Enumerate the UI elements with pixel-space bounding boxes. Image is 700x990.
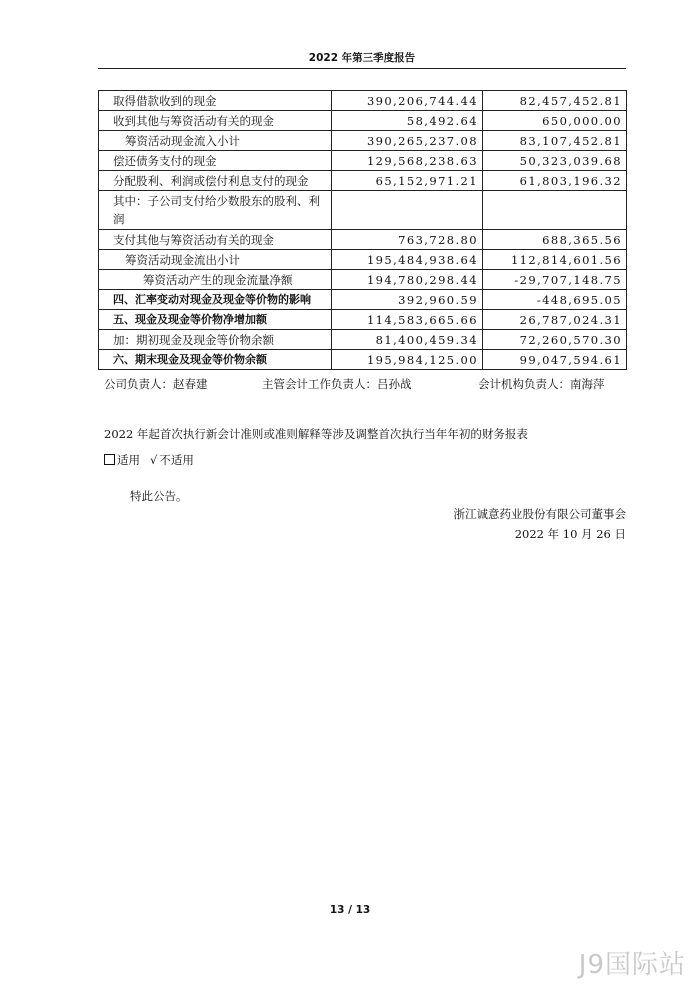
- table-row: [99, 191, 627, 230]
- table-row: [99, 131, 627, 151]
- row-label: 其中：子公司支付给少数股东的股利、利润: [99, 191, 332, 230]
- previous-period-value: 61,803,196.32: [483, 171, 627, 191]
- row-label: 支付其他与筹资活动有关的现金: [99, 230, 332, 250]
- table-row: [99, 270, 627, 290]
- table-row: [99, 330, 627, 350]
- row-label: 分配股利、利润或偿付利息支付的现金: [99, 171, 332, 191]
- current-period-value: 195,484,938.64: [332, 250, 483, 270]
- table-row: [99, 151, 627, 171]
- accounting-org-head-signature: 会计机构负责人：南海萍: [478, 377, 605, 391]
- announcement-text: 特此公告。: [130, 489, 188, 503]
- previous-period-value: 83,107,452.81: [483, 131, 627, 151]
- previous-period-value: 650,000.00: [483, 111, 627, 131]
- table-row: [99, 310, 627, 330]
- current-period-value: 129,568,238.63: [332, 151, 483, 171]
- current-period-value: 392,960.59: [332, 290, 483, 310]
- cash-flow-table: [98, 90, 627, 370]
- current-period-value: 763,728.80: [332, 230, 483, 250]
- board-name: 浙江诚意药业股份有限公司董事会: [453, 507, 626, 521]
- current-period-value: [332, 191, 483, 230]
- previous-period-value: [483, 191, 627, 230]
- notice-text: 2022 年起首次执行新会计准则或准则解释等涉及调整首次执行当年年初的财务报表: [104, 427, 528, 441]
- current-period-value: 81,400,459.34: [332, 330, 483, 350]
- company-head-signature: 公司负责人：赵春建: [104, 377, 208, 391]
- current-period-value: 194,780,298.44: [332, 270, 483, 290]
- current-period-value: 114,583,665.66: [332, 310, 483, 330]
- applicable-label: 适用: [117, 453, 140, 467]
- row-label: 加：期初现金及现金等价物余额: [99, 330, 332, 350]
- table-row: [99, 290, 627, 310]
- row-label: 取得借款收到的现金: [99, 91, 332, 111]
- announcement-date: 2022 年 10 月 26 日: [514, 527, 626, 541]
- current-period-value: 390,265,237.08: [332, 131, 483, 151]
- cash-flow-table-body: [99, 91, 627, 370]
- check-mark-icon: √: [150, 453, 158, 467]
- row-label: 四、汇率变动对现金及现金等价物的影响: [99, 290, 332, 310]
- row-label: 筹资活动现金流出小计: [99, 250, 332, 270]
- previous-period-value: 112,814,601.56: [483, 250, 627, 270]
- current-period-value: 58,492.64: [332, 111, 483, 131]
- not-applicable-label: 不适用: [159, 453, 194, 467]
- report-title: 2022 年第三季度报告: [308, 52, 416, 64]
- current-period-value: 390,206,744.44: [332, 91, 483, 111]
- previous-period-value: 26,787,024.31: [483, 310, 627, 330]
- table-row: [99, 250, 627, 270]
- previous-period-value: 72,260,570.30: [483, 330, 627, 350]
- row-label: 五、现金及现金等价物净增加额: [99, 310, 332, 330]
- previous-period-value: 50,323,039.68: [483, 151, 627, 171]
- checkbox-icon: [104, 454, 115, 465]
- page-header: [98, 50, 626, 69]
- table-row: [99, 171, 627, 191]
- page-number: 13 / 13: [329, 904, 371, 916]
- row-label: 收到其他与筹资活动有关的现金: [99, 111, 332, 131]
- previous-period-value: 688,365.56: [483, 230, 627, 250]
- accounting-head-signature: 主管会计工作负责人：吕孙战: [262, 377, 412, 391]
- table-row: [99, 230, 627, 250]
- current-period-value: 65,152,971.21: [332, 171, 483, 191]
- previous-period-value: 99,047,594.61: [483, 350, 627, 370]
- watermark: J9国际站: [578, 950, 686, 980]
- applicability-row: [104, 452, 194, 468]
- table-row: [99, 350, 627, 370]
- table-row: [99, 111, 627, 131]
- row-label: 六、期末现金及现金等价物余额: [99, 350, 332, 370]
- previous-period-value: 82,457,452.81: [483, 91, 627, 111]
- row-label: 筹资活动产生的现金流量净额: [99, 270, 332, 290]
- previous-period-value: -29,707,148.75: [483, 270, 627, 290]
- row-label: 偿还债务支付的现金: [99, 151, 332, 171]
- table-row: [99, 91, 627, 111]
- previous-period-value: -448,695.05: [483, 290, 627, 310]
- current-period-value: 195,984,125.00: [332, 350, 483, 370]
- row-label: 筹资活动现金流入小计: [99, 131, 332, 151]
